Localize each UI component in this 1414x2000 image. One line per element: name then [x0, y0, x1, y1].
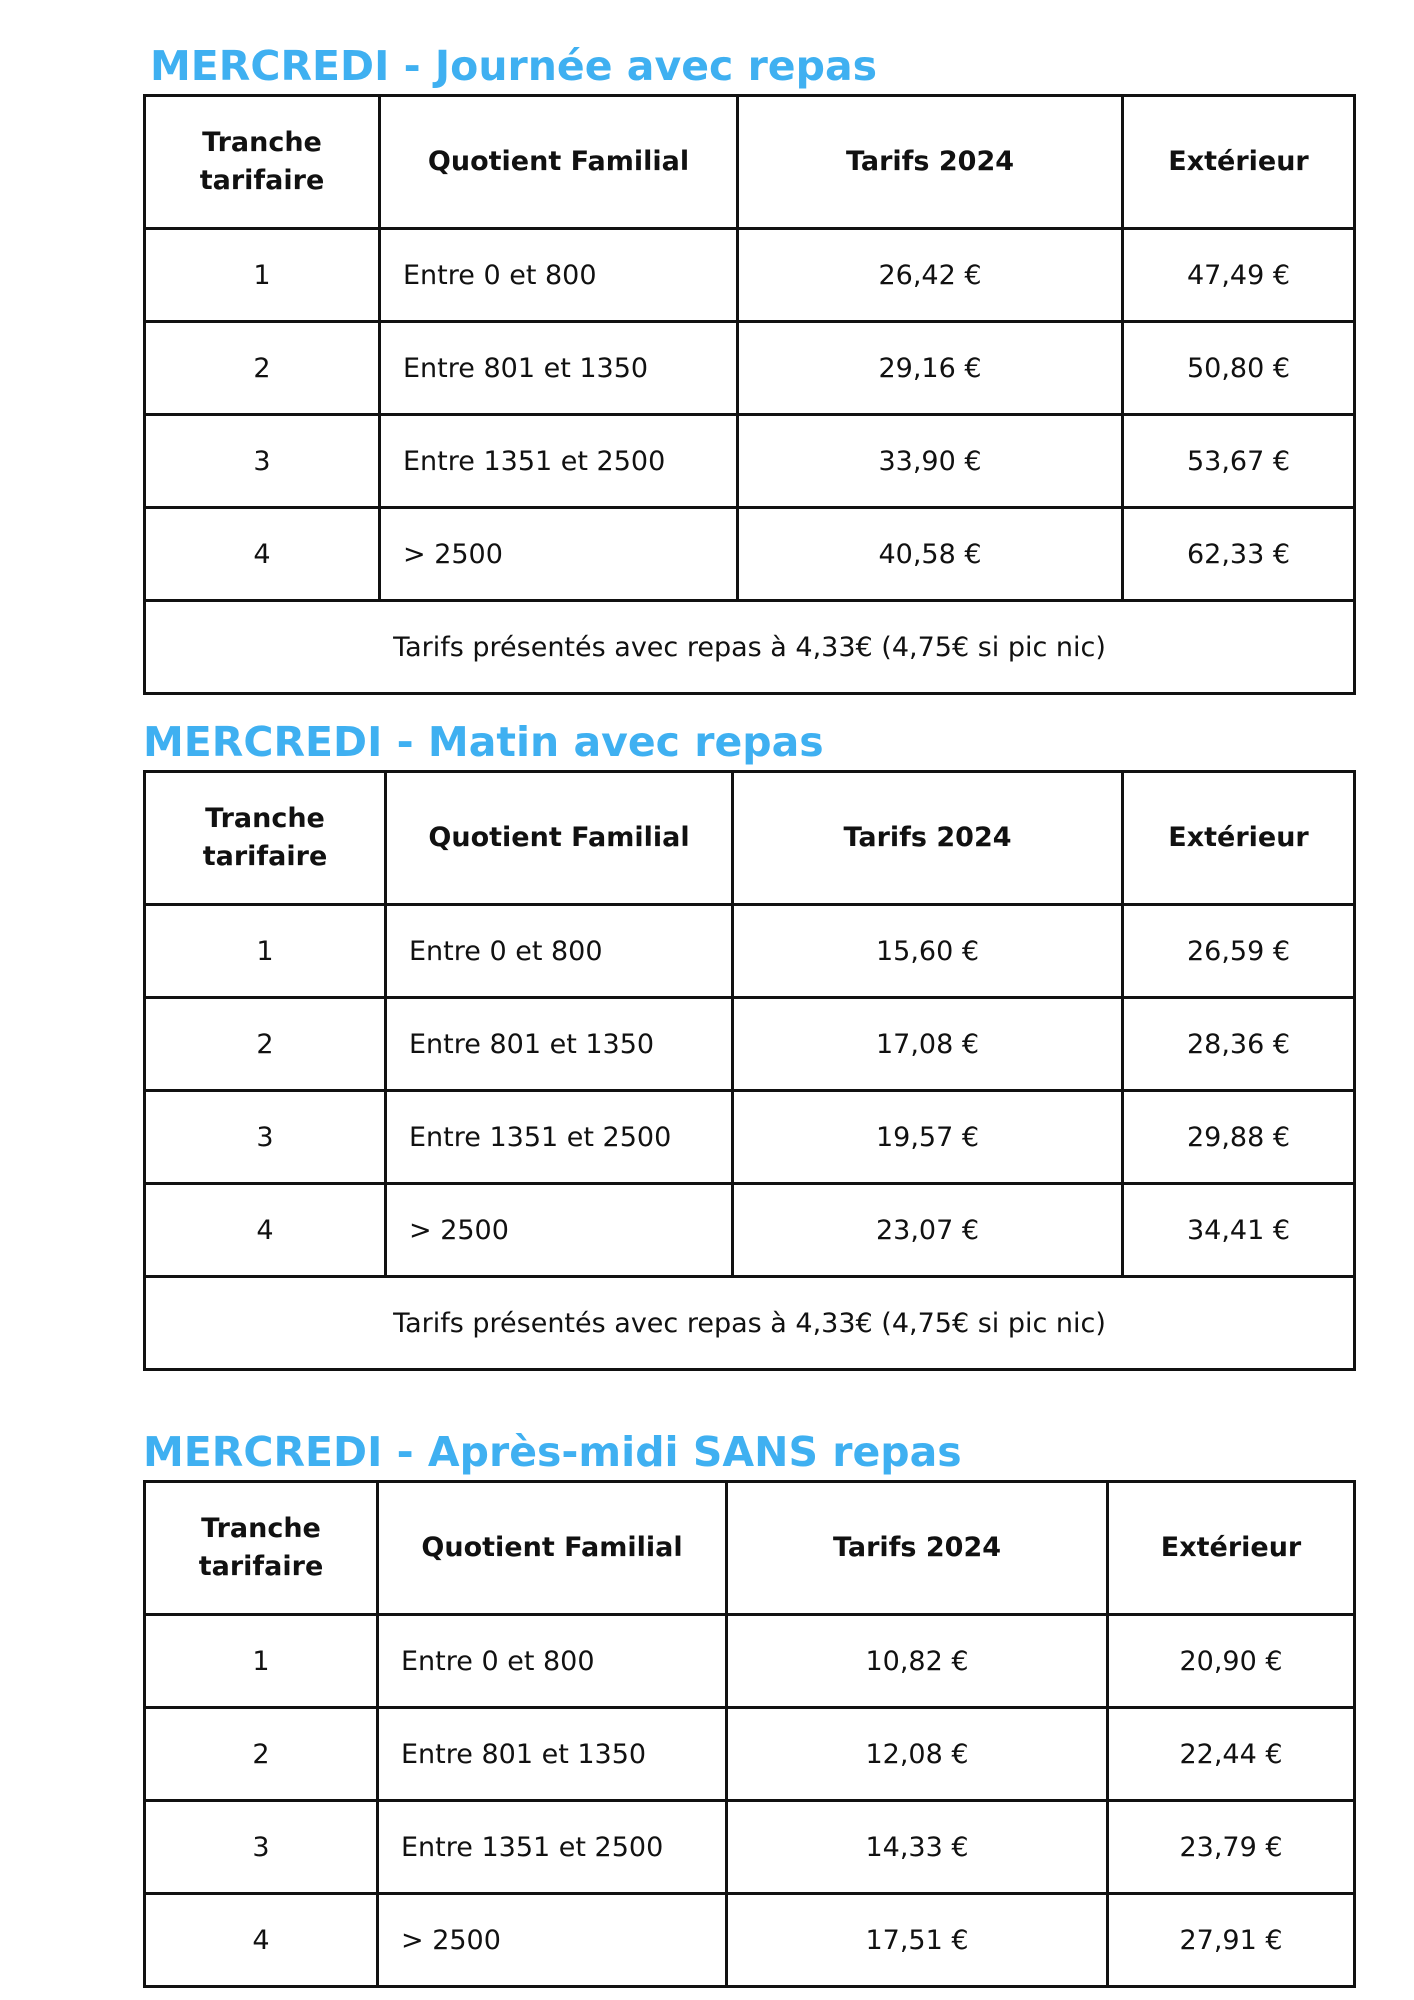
table-note-row — [145, 601, 1355, 694]
cell-exterieur: 23,79 € — [1108, 1801, 1355, 1894]
table-note: Tarifs présentés avec repas à 4,33€ (4,75€ si pic nic) — [145, 1277, 1355, 1370]
cell-tranche: 3 — [145, 415, 380, 508]
cell-tranche: 2 — [145, 322, 380, 415]
cell-tranche: 1 — [145, 229, 380, 322]
header-quotient: Quotient Familial — [378, 1482, 727, 1615]
table-row — [145, 1184, 1355, 1277]
cell-tarif: 10,82 € — [727, 1615, 1108, 1708]
cell-tranche: 2 — [145, 1708, 378, 1801]
cell-tranche: 4 — [145, 508, 380, 601]
cell-exterieur: 28,36 € — [1123, 998, 1355, 1091]
cell-tarif: 17,08 € — [733, 998, 1123, 1091]
table-row — [145, 322, 1355, 415]
rates-table-matin — [143, 770, 1356, 1371]
cell-tranche: 3 — [145, 1091, 386, 1184]
table-row — [145, 998, 1355, 1091]
header-exterieur: Extérieur — [1123, 96, 1355, 229]
cell-exterieur: 26,59 € — [1123, 905, 1355, 998]
cell-tranche: 4 — [145, 1184, 386, 1277]
table-row — [145, 1708, 1355, 1801]
header-tarifs: Tarifs 2024 — [738, 96, 1123, 229]
cell-quotient: Entre 801 et 1350 — [380, 322, 738, 415]
table-row — [145, 1801, 1355, 1894]
cell-tarif: 17,51 € — [727, 1894, 1108, 1987]
cell-exterieur: 62,33 € — [1123, 508, 1355, 601]
cell-tarif: 26,42 € — [738, 229, 1123, 322]
header-quotient: Quotient Familial — [386, 772, 733, 905]
table-row — [145, 229, 1355, 322]
rates-table-apres-midi — [143, 1480, 1356, 1988]
cell-quotient: Entre 801 et 1350 — [378, 1708, 727, 1801]
cell-tranche: 3 — [145, 1801, 378, 1894]
cell-tarif: 12,08 € — [727, 1708, 1108, 1801]
cell-tranche: 1 — [145, 905, 386, 998]
header-quotient: Quotient Familial — [380, 96, 738, 229]
table-row — [145, 1615, 1355, 1708]
header-exterieur: Extérieur — [1123, 772, 1355, 905]
cell-exterieur: 20,90 € — [1108, 1615, 1355, 1708]
rates-table-journee — [143, 94, 1356, 695]
cell-tranche: 1 — [145, 1615, 378, 1708]
table-note-row — [145, 1277, 1355, 1370]
cell-tarif: 19,57 € — [733, 1091, 1123, 1184]
cell-quotient: Entre 801 et 1350 — [386, 998, 733, 1091]
cell-quotient: > 2500 — [378, 1894, 727, 1987]
header-tarifs: Tarifs 2024 — [733, 772, 1123, 905]
cell-tarif: 29,16 € — [738, 322, 1123, 415]
cell-tranche: 2 — [145, 998, 386, 1091]
header-exterieur: Extérieur — [1108, 1482, 1355, 1615]
cell-quotient: Entre 1351 et 2500 — [380, 415, 738, 508]
cell-quotient: > 2500 — [380, 508, 738, 601]
table-header-row — [145, 1482, 1355, 1615]
cell-exterieur: 29,88 € — [1123, 1091, 1355, 1184]
cell-exterieur: 53,67 € — [1123, 415, 1355, 508]
section-title-journee: MERCREDI - Journée avec repas — [150, 42, 878, 90]
section-title-apres-midi: MERCREDI - Après-midi SANS repas — [143, 1428, 962, 1476]
table-header-row — [145, 96, 1355, 229]
cell-tarif: 14,33 € — [727, 1801, 1108, 1894]
table-row — [145, 508, 1355, 601]
header-tranche: Tranche tarifaire — [145, 772, 386, 905]
cell-quotient: Entre 0 et 800 — [386, 905, 733, 998]
cell-tarif: 15,60 € — [733, 905, 1123, 998]
header-tranche: Tranche tarifaire — [145, 96, 380, 229]
table-row — [145, 1894, 1355, 1987]
section-title-matin: MERCREDI - Matin avec repas — [143, 718, 824, 766]
cell-quotient: > 2500 — [386, 1184, 733, 1277]
table-row — [145, 1091, 1355, 1184]
cell-exterieur: 34,41 € — [1123, 1184, 1355, 1277]
cell-exterieur: 27,91 € — [1108, 1894, 1355, 1987]
cell-exterieur: 22,44 € — [1108, 1708, 1355, 1801]
cell-quotient: Entre 1351 et 2500 — [386, 1091, 733, 1184]
cell-quotient: Entre 0 et 800 — [380, 229, 738, 322]
cell-quotient: Entre 0 et 800 — [378, 1615, 727, 1708]
table-row — [145, 415, 1355, 508]
header-tranche: Tranche tarifaire — [145, 1482, 378, 1615]
cell-tranche: 4 — [145, 1894, 378, 1987]
table-row — [145, 905, 1355, 998]
cell-tarif: 40,58 € — [738, 508, 1123, 601]
cell-tarif: 33,90 € — [738, 415, 1123, 508]
table-note: Tarifs présentés avec repas à 4,33€ (4,75€ si pic nic) — [145, 601, 1355, 694]
cell-tarif: 23,07 € — [733, 1184, 1123, 1277]
cell-exterieur: 50,80 € — [1123, 322, 1355, 415]
cell-quotient: Entre 1351 et 2500 — [378, 1801, 727, 1894]
cell-exterieur: 47,49 € — [1123, 229, 1355, 322]
header-tarifs: Tarifs 2024 — [727, 1482, 1108, 1615]
table-header-row — [145, 772, 1355, 905]
